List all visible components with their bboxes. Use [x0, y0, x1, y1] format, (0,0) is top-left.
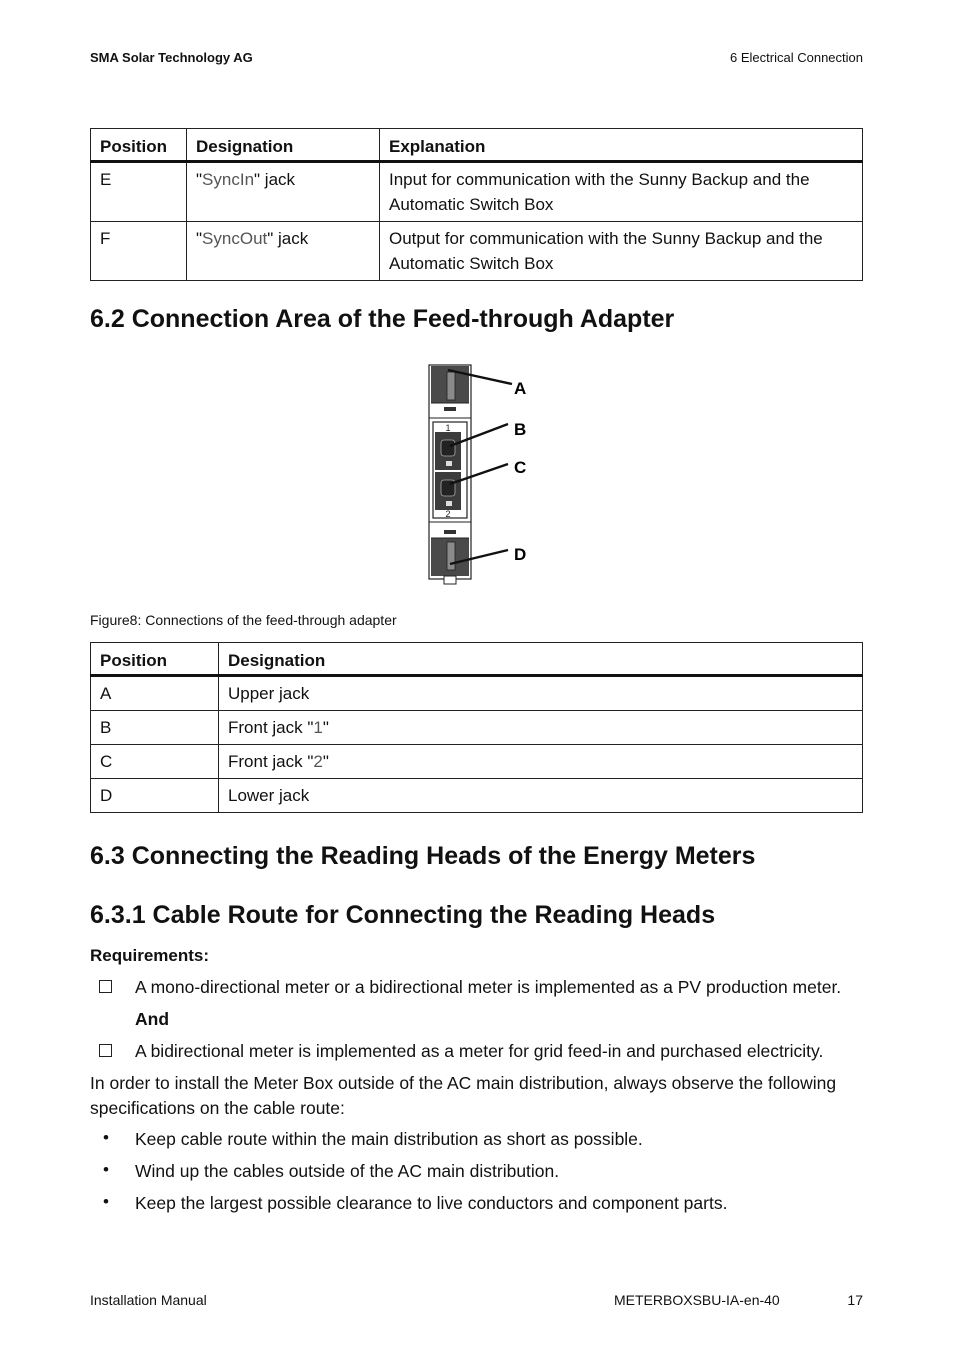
designation-suffix: ": [322, 752, 329, 771]
requirement-item: A bidirectional meter is implemented as a meter for grid feed-in and purchased electricity.: [135, 1041, 824, 1061]
bullet-icon: •: [103, 1160, 109, 1179]
bullet-icon: •: [103, 1128, 109, 1147]
column-header-designation: Designation: [219, 643, 863, 676]
table-row: [91, 676, 863, 711]
cell-designation: [219, 745, 863, 779]
company-name: SMA Solar Technology AG: [90, 50, 253, 65]
designation-suffix: ": [322, 718, 329, 737]
callout-c: C: [514, 458, 527, 477]
intro-paragraph-line-2: specifications on the cable route:: [90, 1098, 345, 1118]
cell-position: C: [91, 745, 219, 779]
cell-designation: Lower jack: [219, 779, 863, 813]
designation-value: 1: [313, 718, 323, 737]
table-row: [91, 745, 863, 779]
table-header-row: [91, 643, 863, 676]
designation-value: SyncIn: [202, 170, 255, 189]
intro-paragraph-line-1: In order to install the Meter Box outside of the AC main distribution, always observe the following: [90, 1073, 837, 1093]
callout-a: A: [514, 379, 527, 398]
designation-prefix: Front jack ": [228, 718, 314, 737]
checkbox-icon: [99, 980, 112, 993]
jack-number-1: 1: [445, 423, 451, 433]
column-header-explanation: Explanation: [380, 129, 863, 162]
cell-position: E: [91, 162, 187, 222]
page-number: 17: [847, 1292, 863, 1308]
cell-designation: "SyncOut" jack: [187, 222, 380, 281]
table-row: [91, 711, 863, 745]
column-header-designation: Designation: [187, 129, 380, 162]
table-row: [91, 222, 863, 281]
bullet-item: Wind up the cables outside of the AC main distribution.: [135, 1161, 560, 1181]
bullet-item: Keep cable route within the main distribution as short as possible.: [135, 1129, 643, 1149]
figure-caption: Figure8: Connections of the feed-through adapter: [90, 612, 397, 628]
and-label: And: [135, 1009, 170, 1029]
table-header-row: [91, 129, 863, 162]
table-row: [91, 162, 863, 222]
column-header-position: Position: [91, 643, 219, 676]
designation-suffix: jack: [273, 229, 309, 248]
table-row: [91, 779, 863, 813]
designation-value: 2: [313, 752, 323, 771]
cell-explanation: Output for communication with the Sunny Backup and the Automatic Switch Box: [380, 222, 863, 281]
section-heading-6-3-1: 6.3.1 Cable Route for Connecting the Reading Heads: [90, 901, 716, 929]
cell-position: F: [91, 222, 187, 281]
footer-manual-label: Installation Manual: [90, 1292, 207, 1308]
cell-position: B: [91, 711, 219, 745]
jack-number-2: 2: [445, 509, 451, 519]
requirement-item: A mono-directional meter or a bidirectional meter is implemented as a PV production meter.: [135, 977, 842, 997]
footer-document-id: METERBOXSBU-IA-en-40: [614, 1292, 780, 1308]
section-heading-6-3: 6.3 Connecting the Reading Heads of the Energy Meters: [90, 842, 756, 870]
cell-designation: [219, 711, 863, 745]
chapter-title: 6 Electrical Connection: [730, 50, 863, 65]
designation-suffix: jack: [260, 170, 296, 189]
jack-table: [90, 128, 863, 281]
designation-value: SyncOut: [202, 229, 268, 248]
cell-position: D: [91, 779, 219, 813]
connections-table: [90, 642, 863, 813]
cell-explanation: Input for communication with the Sunny Backup and the Automatic Switch Box: [380, 162, 863, 222]
column-header-position: Position: [91, 129, 187, 162]
callout-b: B: [514, 420, 527, 439]
requirements-label: Requirements:: [90, 946, 210, 965]
cell-position: A: [91, 676, 219, 711]
cell-designation: Upper jack: [219, 676, 863, 711]
bullet-item: Keep the largest possible clearance to live conductors and component parts.: [135, 1193, 728, 1213]
checkbox-icon: [99, 1044, 112, 1057]
adapter-body: [429, 365, 471, 584]
designation-prefix: Front jack ": [228, 752, 314, 771]
bullet-icon: •: [103, 1192, 109, 1211]
section-heading-6-2: 6.2 Connection Area of the Feed-through Adapter: [90, 305, 675, 333]
cell-designation: "SyncIn" jack: [187, 162, 380, 222]
callout-d: D: [514, 545, 527, 564]
feed-through-adapter-figure: [420, 362, 540, 588]
